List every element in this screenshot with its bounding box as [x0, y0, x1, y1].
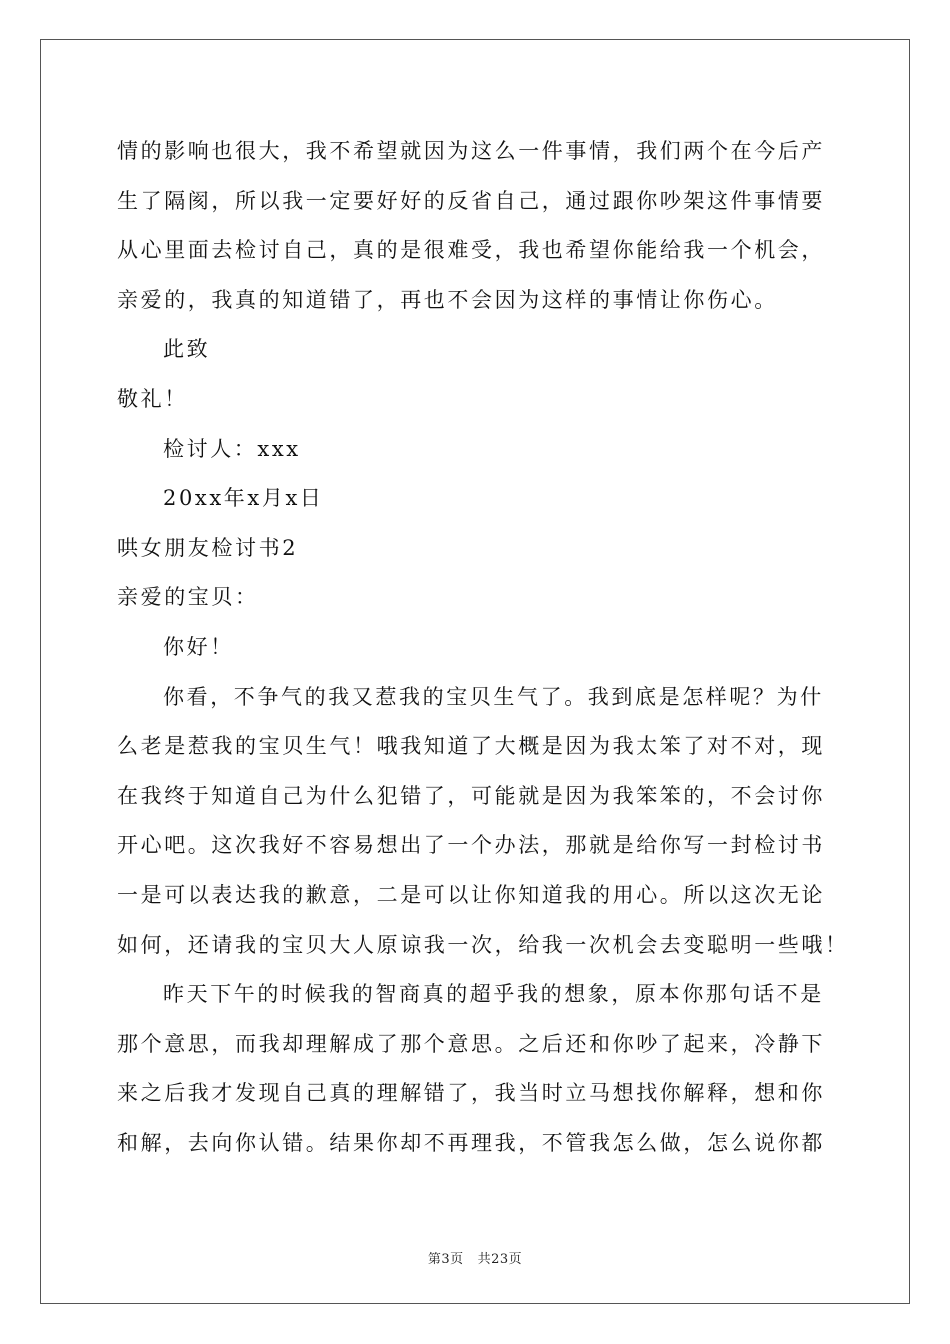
text-line: 和解，去向你认错。结果你却不再理我，不管我怎么做，怎么说你都: [117, 1130, 825, 1155]
date-line: 20xx年x月x日: [163, 486, 324, 511]
closing-salutation: 此致: [163, 337, 211, 362]
signature-line: 检讨人：xxx: [163, 436, 301, 461]
text-line: 开心吧。这次我好不容易想出了一个办法，那就是给你写一封检讨书: [117, 833, 825, 858]
text-line: 生了隔阂，所以我一定要好好的反省自己，通过跟你吵架这件事情要: [117, 188, 825, 213]
section-title: 哄女朋友检讨书2: [117, 535, 299, 560]
page-number: 第3页: [427, 1252, 464, 1267]
text-line: 么老是惹我的宝贝生气！哦我知道了大概是因为我太笨了对不对，现: [117, 734, 825, 759]
document-body: [117, 127, 849, 1168]
greeting: 你好！: [163, 634, 234, 659]
text-line: 在我终于知道自己为什么犯错了，可能就是因为我笨笨的，不会讨你: [117, 783, 825, 808]
text-line: 从心里面去检讨自己，真的是很难受，我也希望你能给我一个机会，: [117, 238, 825, 263]
text-line: 如何，还请我的宝贝大人原谅我一次，给我一次机会去变聪明一些哦！: [117, 932, 849, 957]
text-line: 一是可以表达我的歉意，二是可以让你知道我的用心。所以这次无论: [117, 882, 825, 907]
text-line: 亲爱的，我真的知道错了，再也不会因为这样的事情让你伤心。: [117, 287, 778, 312]
text-line: 情的影响也很大，我不希望就因为这么一件事情，我们两个在今后产: [117, 139, 825, 163]
text-line: 你看，不争气的我又惹我的宝贝生气了。我到底是怎样呢？为什: [163, 684, 824, 709]
closing-regards: 敬礼！: [117, 386, 188, 411]
page-footer: [0, 1248, 950, 1267]
page-total: 共23页: [477, 1252, 523, 1267]
text-line: 那个意思，而我却理解成了那个意思。之后还和你吵了起来，冷静下: [117, 1031, 825, 1056]
text-line: 来之后我才发现自己真的理解错了，我当时立马想找你解释，想和你: [117, 1081, 825, 1106]
text-line: 昨天下午的时候我的智商真的超乎我的想象，原本你那句话不是: [163, 982, 824, 1007]
greeting-recipient: 亲爱的宝贝：: [117, 585, 259, 610]
